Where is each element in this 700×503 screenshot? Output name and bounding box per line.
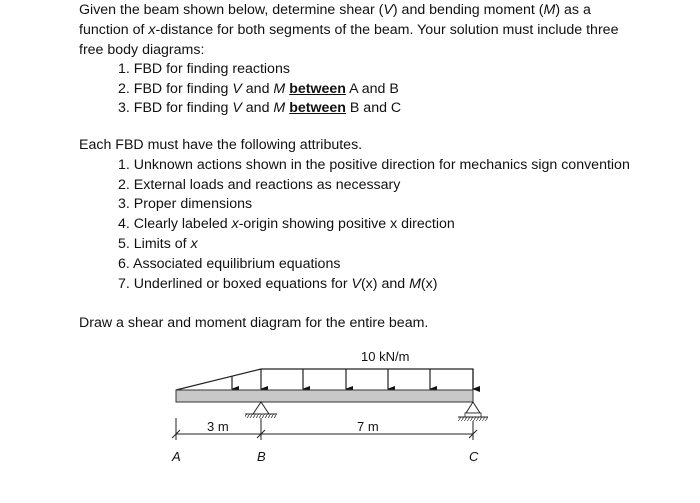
fbd-item-1: 1. FBD for finding reactions (118, 61, 290, 77)
fbd-item-2: 2. FBD for finding V and M between A and B (118, 81, 399, 97)
attr-item-5: 5. Limits of x (118, 236, 198, 252)
attr-item-3: 3. Proper dimensions (118, 196, 253, 212)
load-label: 10 kN/m (361, 349, 410, 364)
draw-instruction: Draw a shear and moment diagram for the entire beam. (79, 315, 429, 331)
intro-line-3: free body diagrams: (79, 42, 205, 58)
dim-label-7m: 7 m (357, 419, 379, 434)
point-label-c: C (469, 449, 479, 464)
roller-support-c (458, 402, 488, 421)
dim-label-3m: 3 m (207, 419, 229, 434)
attr-item-6: 6. Associated equilibrium equations (118, 256, 341, 272)
point-label-a: A (172, 449, 181, 464)
pin-support-b (245, 402, 277, 418)
attrs-title: Each FBD must have the following attributes. (79, 137, 363, 153)
distributed-load (176, 369, 473, 390)
attr-item-1: 1. Unknown actions shown in the positive direction for mechanics sign convention (118, 157, 630, 173)
point-label-b: B (257, 449, 266, 464)
attr-item-4: 4. Clearly labeled x-origin showing positive x direction (118, 216, 455, 232)
intro-line-1: Given the beam shown below, determine shear (V) and bending moment (M) as a (79, 2, 591, 18)
attr-item-2: 2. External loads and reactions as necessary (118, 177, 401, 193)
beam (176, 390, 473, 402)
intro-line-2: function of x-distance for both segments of the beam. Your solution must include three (79, 22, 619, 38)
attr-item-7: 7. Underlined or boxed equations for V(x) and M(x) (118, 276, 438, 292)
fbd-item-3: 3. FBD for finding V and M between B and C (118, 100, 402, 116)
